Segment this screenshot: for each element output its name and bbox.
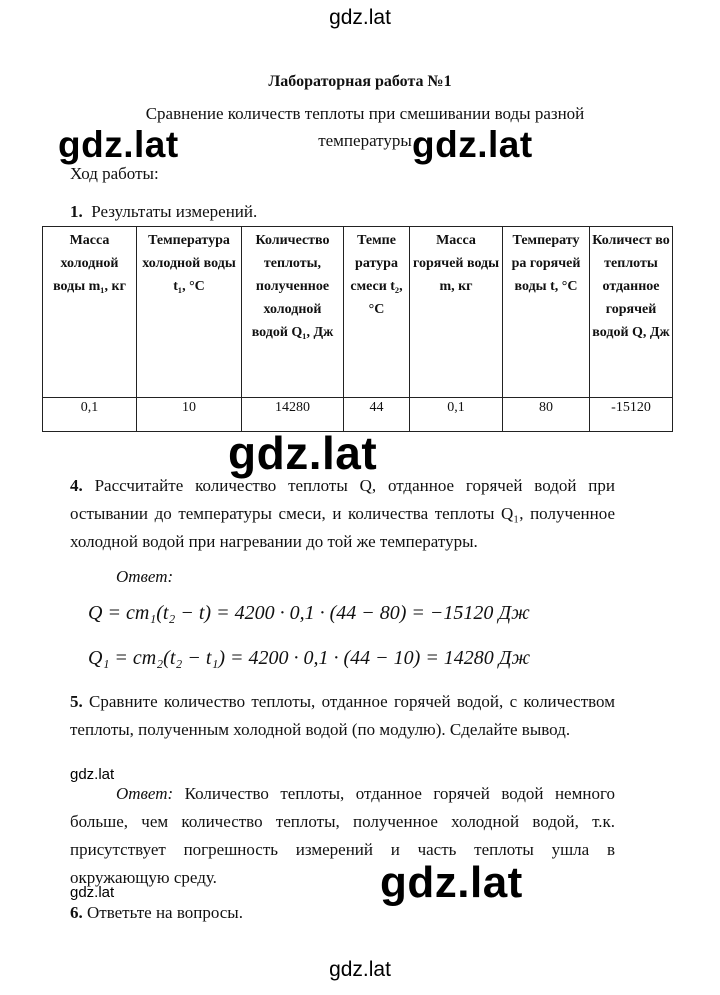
section-1 bbox=[70, 201, 257, 222]
table-cell: 80 bbox=[503, 398, 590, 432]
page-subtitle: Сравнение количеств теплоты при смешивании воды разной температуры bbox=[145, 104, 585, 150]
section-5 bbox=[70, 688, 615, 744]
section-4 bbox=[70, 472, 615, 556]
table-row bbox=[43, 398, 673, 432]
watermark-small-2: gdz.lat bbox=[70, 884, 115, 901]
table-header: Масса горячей воды m, кг bbox=[410, 227, 503, 398]
watermark-small-1: gdz.lat bbox=[70, 766, 115, 783]
page-title: Лабораторная работа №1 bbox=[268, 73, 452, 90]
section-1-text: Результаты измерений. bbox=[91, 202, 258, 221]
section-5-number: 5. bbox=[70, 692, 83, 711]
table-header: Температура холодной воды t₁, °C bbox=[137, 227, 242, 398]
table-cell: 10 bbox=[137, 398, 242, 432]
section-5-answer-text: Количество теплоты, отданное горячей водой немного больше, чем количество теплоты, полученное холодной водой, т.к. присутствует погрешность измерений и часть теплоты ушла в окружающую среду. bbox=[70, 784, 615, 887]
watermark-center: gdz.lat bbox=[228, 427, 378, 479]
formula-q: Q = cm₁(t₂ − t) = 4200 · 0,1 · (44 − 80) = −15120 Дж bbox=[88, 602, 530, 624]
table-cell: -15120 bbox=[590, 398, 673, 432]
watermark-left: gdz.lat bbox=[58, 124, 179, 165]
watermark-bottom-right: gdz.lat bbox=[380, 858, 523, 907]
watermark-top: gdz.lat bbox=[329, 6, 391, 29]
section-5-answer-label: Ответ: bbox=[116, 784, 174, 803]
section-6-text: Ответьте на вопросы. bbox=[87, 903, 243, 922]
section-5-answer bbox=[70, 780, 615, 892]
section-4-number: 4. bbox=[70, 476, 83, 495]
table-header: Температу ра горячей воды t, °C bbox=[503, 227, 590, 398]
table-cell: 44 bbox=[344, 398, 410, 432]
section-6 bbox=[70, 902, 243, 923]
table-header: Количество теплоты, полученное холодной водой Q₁, Дж bbox=[242, 227, 344, 398]
table-cell: 0,1 bbox=[43, 398, 137, 432]
watermark-bottom: gdz.lat bbox=[329, 958, 391, 981]
progress-label: Ход работы: bbox=[70, 164, 159, 183]
section-6-number: 6. bbox=[70, 903, 83, 922]
section-5-text: Сравните количество теплоты, отданное горячей водой, с количеством теплоты, полученным холодной водой (по модулю). Сделайте вывод. bbox=[70, 692, 615, 739]
section-4-answer-label: Ответ: bbox=[116, 567, 174, 586]
results-table bbox=[42, 226, 673, 432]
section-4-text: Рассчитайте количество теплоты Q, отданное горячей водой при остывании до температуры смеси, и количества теплоты Q₁, полученное холодной водой при нагревании до той же температуры. bbox=[70, 476, 615, 551]
table-header: Количест во теплоты отданное горячей водой Q, Дж bbox=[590, 227, 673, 398]
table-header-row bbox=[43, 227, 673, 398]
formula-q1: Q₁ = cm₂(t₂ − t₁) = 4200 · 0,1 · (44 − 10) = 14280 Дж bbox=[88, 647, 531, 669]
watermark-right: gdz.lat bbox=[412, 124, 533, 165]
table-header: Темпе ратура смеси t₂, °C bbox=[344, 227, 410, 398]
table-cell: 14280 bbox=[242, 398, 344, 432]
section-1-number: 1. bbox=[70, 202, 83, 221]
table-header: Масса холодной воды m₁, кг bbox=[43, 227, 137, 398]
table-cell: 0,1 bbox=[410, 398, 503, 432]
